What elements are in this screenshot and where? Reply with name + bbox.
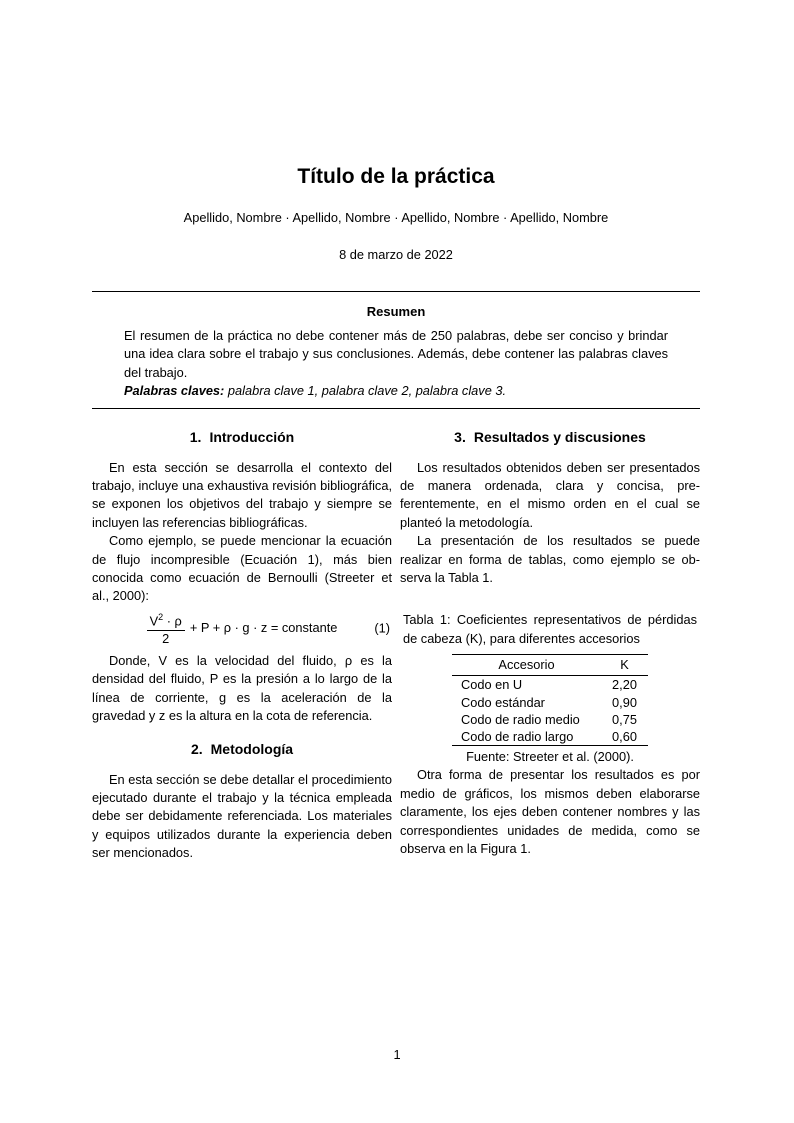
abstract-top-rule — [92, 291, 700, 292]
table-body — [452, 676, 648, 746]
paragraph-intro-2: Como ejemplo, se puede mencionar la ecuación de flujo incompresible (Ecuación 1), más bien conocida como ecuación de Bernoulli (Streeter et al., 2000): — [92, 533, 392, 604]
equation-body: + P + ρ · g · z = constante — [189, 619, 338, 635]
abstract-heading: Resumen — [366, 304, 426, 319]
coefficients-table — [452, 654, 648, 746]
keywords-label: Palabras claves: — [124, 383, 225, 399]
table-row — [452, 676, 648, 694]
numerator-exponent: 2 — [158, 611, 164, 622]
abstract-bottom-rule — [92, 408, 700, 409]
section-heading-introduccion — [92, 427, 392, 447]
table-caption: Tabla 1: Coeficientes representativos de pérdidas de cabeza (K), para diferentes accesorios — [403, 612, 697, 646]
table-cell-accesorio: Codo de radio largo — [461, 729, 574, 745]
paragraph-metodologia-1: En esta sección se debe detallar el procedimiento ejecutado durante el trabajo y la técnica empleada debe ser debidamente referenciada. Los materiales y equipos utilizados durante la experiencia deben ser mencionados. — [92, 771, 392, 861]
abstract-section — [92, 303, 700, 401]
fraction-denominator: 2 — [147, 630, 185, 647]
left-column — [92, 427, 392, 863]
right-column — [400, 427, 700, 863]
section-heading-metodologia — [92, 739, 392, 759]
keywords-text: palabra clave 1, palabra clave 2, palabra clave 3. — [224, 383, 507, 399]
table-cell-k: 2,20 — [612, 677, 637, 693]
table-cell-k: 0,90 — [612, 694, 637, 710]
page-number: 1 — [393, 1047, 401, 1062]
two-column-body — [92, 427, 700, 863]
table-cell-accesorio: Codo en U — [461, 677, 523, 693]
fraction-numerator — [147, 609, 185, 630]
paragraph-resultados-1: Los resultados obtenidos deben ser presentados de manera ordenada, clara y concisa, preferentemente, en el mismo orden en el cual se planteó la metodología. — [400, 459, 700, 530]
section-number: 1. — [189, 428, 202, 445]
section-title: Introducción — [209, 428, 295, 445]
paragraph-resultados-2: La presentación de los resultados se puede realizar en forma de tablas, como ejemplo se observa la Tabla 1. — [400, 533, 700, 586]
table-header — [452, 655, 648, 676]
numerator-tail: · ρ — [163, 613, 182, 628]
table-cell-accesorio: Codo de radio medio — [461, 711, 580, 727]
table-1-block — [400, 611, 700, 766]
bernoulli-equation — [92, 606, 392, 650]
table-source: Fuente: Streeter et al. (2000). — [466, 749, 634, 765]
table-cell-k: 0,75 — [612, 711, 637, 727]
title-block — [92, 164, 700, 264]
equation-fraction — [147, 609, 185, 647]
table-header-row — [452, 655, 648, 676]
table-cell-k: 0,60 — [612, 729, 637, 745]
document-title: Título de la práctica — [297, 165, 495, 188]
paragraph-resultados-3: Otra forma de presentar los resultados es por medio de gráficos, los mismos deben elaborarse claramente, los ejes deben contener nombres y las correspondientes unidades de medida, como se observa en la Figura 1. — [400, 767, 700, 857]
section-number: 3. — [454, 428, 466, 445]
table-header-accesorio: Accesorio — [452, 655, 601, 676]
paragraph-intro-3: Donde, V es la velocidad del fluido, ρ es la densidad del fluido, P es la presión a lo largo de la línea de corriente, g es la aceleración de la gravedad y z es la altura en la cota de referencia. — [92, 652, 392, 724]
abstract-body: El resumen de la práctica no debe contener más de 250 palabras, debe ser conciso y brindar una idea clara sobre el trabajo y sus conclusiones. Además, debe contener las palabras claves del trabajo. — [124, 328, 668, 380]
table-row — [452, 728, 648, 746]
equation-number: (1) — [374, 620, 390, 636]
paragraph-intro-1: En esta sección se desarrolla el contexto del trabajo, incluye una exhaustiva revisión bibliográfica, se exponen los objetivos del trabajo y siempre se incluyen las referencias bibliográficas. — [92, 459, 392, 530]
authors-line: Apellido, Nombre · Apellido, Nombre · Apellido, Nombre · Apellido, Nombre — [183, 210, 609, 225]
section-title: Resultados y discusiones — [473, 428, 646, 445]
date-line: 8 de marzo de 2022 — [339, 247, 453, 262]
numerator-variable: V — [149, 613, 159, 628]
table-row — [452, 694, 648, 711]
table-row — [452, 711, 648, 728]
section-number: 2. — [190, 740, 203, 757]
section-title: Metodología — [210, 740, 294, 757]
table-header-k: K — [601, 655, 648, 676]
table-cell-accesorio: Codo estándar — [461, 694, 545, 710]
abstract-keywords — [124, 382, 668, 400]
section-heading-resultados — [400, 427, 700, 447]
